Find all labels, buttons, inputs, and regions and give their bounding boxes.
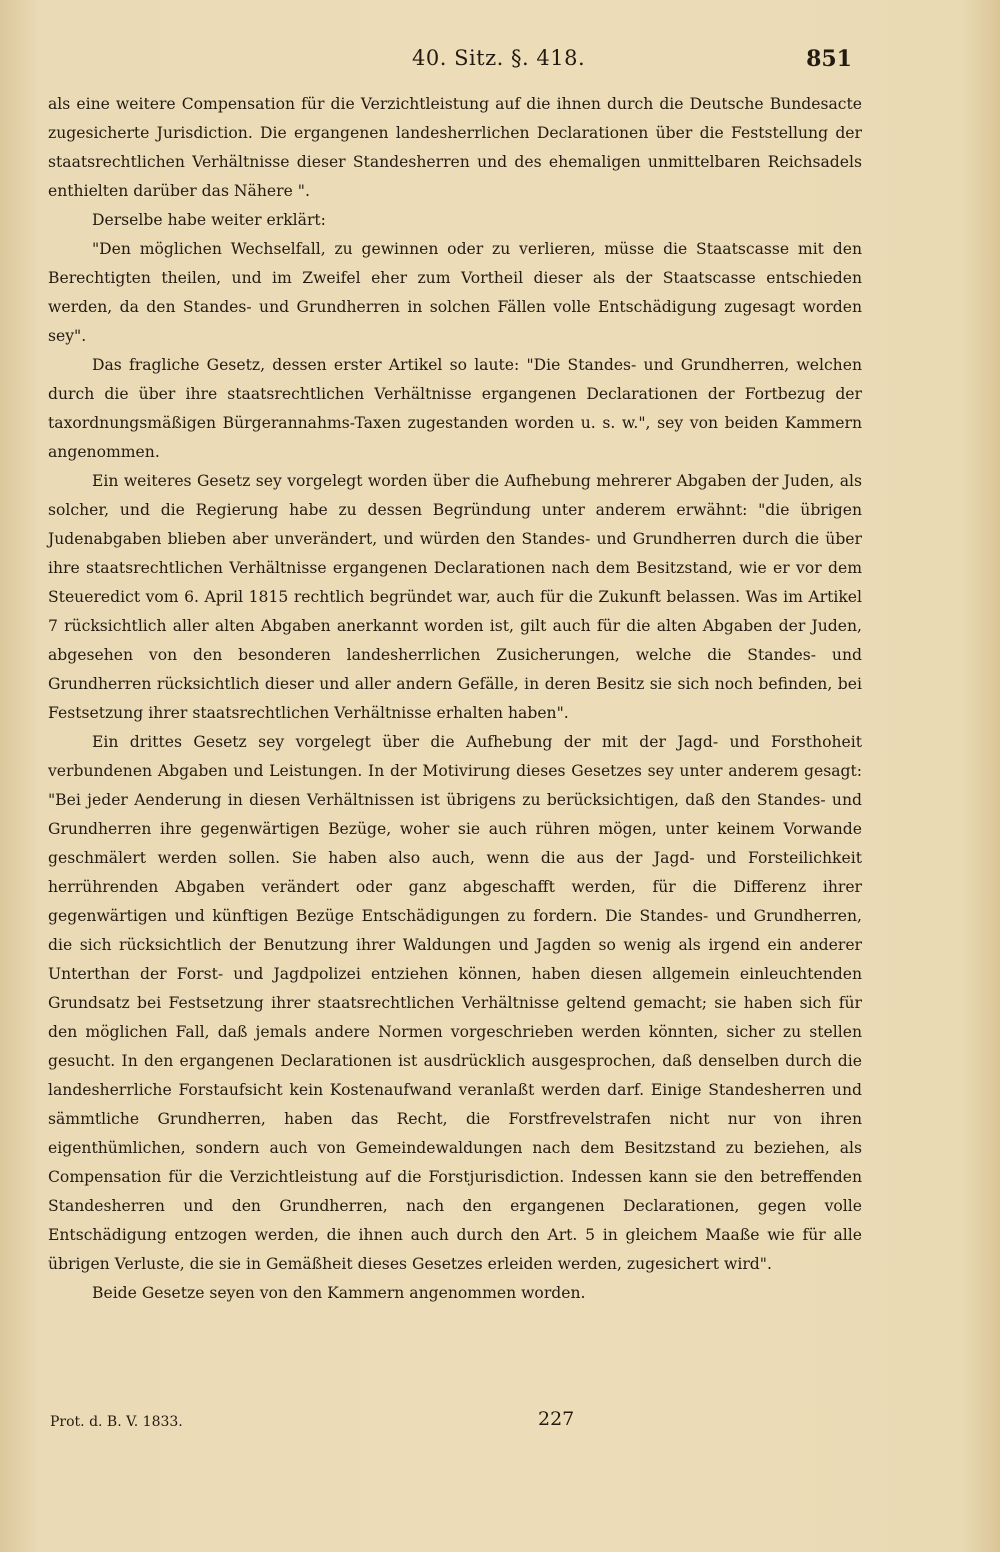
paragraph-6: Ein drittes Gesetz sey vorgelegt über die Aufhebung der mit der Jagd- und Forsthoheit verbundenen Abgaben und Leistungen. In der Motivirung dieses Gesetzes sey unter anderem gesagt: "Bei jeder Aenderung in diesen Verhältnissen ist übrigens zu berücksichtigen, daß den Standes- und Grundherren ihre gegenwärtigen Bezüge, woher sie auch rühren mögen, unter keinem Vorwande geschmälert werden sollen. Sie haben also auch, wenn die aus der Jagd- und Forsteilichkeit herrührenden Abgaben verändert oder ganz abgeschafft werden, für die Differenz ihrer gegenwärtigen und künftigen Bezüge Entschädigungen zu fordern. Die Standes- und Grundherren, die sich rücksichtlich der Benutzung ihrer Waldungen und Jagden so wenig als irgend ein anderer Unterthan der Forst- und Jagdpolizei entziehen können, haben diesen allgemein einleuchtenden Grundsatz bei Festsetzung ihrer staatsrechtlichen Verhältnisse geltend gemacht; sie haben sich für den möglichen Fall, daß jemals andere Normen vorgeschrieben werden könnten, sicher zu stellen gesucht. In den ergangenen Declarationen ist ausdrücklich ausgesprochen, daß denselben durch die landesherrliche Forstaufsicht kein Kostenaufwand veranlaßt werden darf. Einige Standesherren und sämmtliche Grundherren, haben das Recht, die Forstfrevelstrafen nicht nur von ihren eigenthümlichen, sondern auch von Gemeindewaldungen nach dem Besitzstand zu beziehen, als Compensation für die Verzichtleistung auf die Forstjurisdiction. Indessen kann sie den betreffenden Standesherren und den Grundherren, nach den ergangenen Declarationen, gegen volle Entschädigung entzogen werden, die ihnen auch durch den Art. 5 in gleichem Maaße wie für alle übrigen Verluste, die sie in Gemäßheit dieses Gesetzes erleiden werden, zugesichert wird". — [48, 733, 862, 1273]
page-header — [40, 46, 852, 80]
paragraph-5: Ein weiteres Gesetz sey vorgelegt worden über die Aufhebung mehrerer Abgaben der Juden, als solcher, und die Regierung habe zu dessen Begründung unter anderem erwähnt: "die übrigen Judenabgaben blieben aber unverändert, und würden den Standes- und Grundherren durch die über ihre staatsrechtlichen Verhältnisse ergangenen Declarationen nach dem Besitzstand, wie er vor dem Steueredict vom 6. April 1815 rechtlich begründet war, auch für die Zukunft belassen. Was im Artikel 7 rücksichtlich aller alten Abgaben anerkannt worden ist, gilt auch für die alten Abgaben der Juden, abgesehen von den besonderen landesherrlichen Zusicherungen, welche die Standes- und Grundherren rücksichtlich dieser und aller andern Gefälle, in deren Besitz sie sich noch befinden, bei Festsetzung ihrer staatsrechtlichen Verhältnisse erhalten haben". — [48, 472, 862, 722]
paragraph-1: als eine weitere Compensation für die Verzichtleistung auf die ihnen durch die Deutsche Bundesacte zugesicherte Jurisdiction. Die ergangenen landesherrlichen Declarationen über die Feststellung der staatsrechtlichen Verhältnisse dieser Standesherren und des ehemaligen unmittelbaren Reichsadels enthielten darüber das Nähere ". — [48, 95, 862, 200]
sheet-number: 227 — [538, 1408, 575, 1430]
paragraph-3: "Den möglichen Wechselfall, zu gewinnen oder zu verlieren, müsse die Staatscasse mit den Berechtigten theilen, und im Zweifel eher zum Vortheil dieser als der Staatscasse entschieden werden, da den Standes- und Grundherren in solchen Fällen volle Entschädigung zugesagt worden sey". — [48, 240, 862, 345]
paragraph-7: Beide Gesetze seyen von den Kammern angenommen worden. — [92, 1284, 586, 1302]
running-head: 40. Sitz. §. 418. — [412, 46, 586, 70]
paragraph-4: Das fragliche Gesetz, dessen erster Artikel so laute: "Die Standes- und Grundherren, welchen durch die über ihre staatsrechtlichen Verhältnisse ergangenen Declarationen der Fortbezug der taxordnungsmäßigen Bürgerannahms-Taxen zugestanden worden u. s. w.", sey von beiden Kammern angenommen. — [48, 356, 862, 461]
page-number: 851 — [806, 46, 852, 72]
page-footer — [50, 1408, 862, 1438]
body-text — [48, 90, 862, 1308]
signature-mark: Prot. d. B. V. 1833. — [50, 1414, 183, 1430]
paragraph-2: Derselbe habe weiter erklärt: — [92, 211, 326, 229]
